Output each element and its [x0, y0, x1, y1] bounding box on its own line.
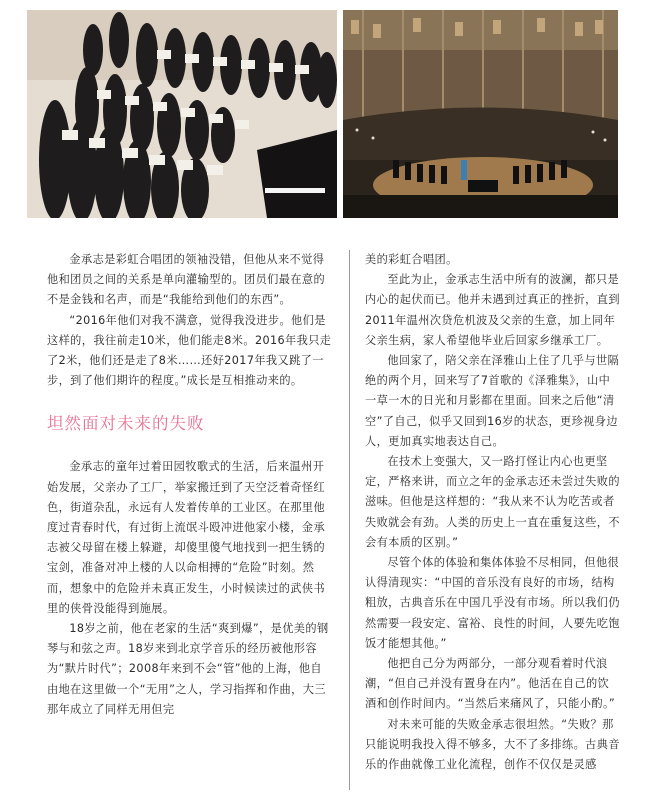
left-text-column: [47, 250, 332, 720]
body-paragraph: 对未来可能的失败金承志很坦然。“失败？那只能说明我投入得不够多，大不了多排练。古典音乐的作曲就像工业化流程，创作不仅仅是灵感: [365, 717, 620, 772]
body-paragraph: 尽管个体的体验和集体体验不尽相同，但他很认得清现实：“中国的音乐没有良好的市场，结构粗放，古典音乐在中国几乎没有市场。所以我们仍然需要一段安定、富裕、良性的时间，人要先吃饱饭才能想其他。”: [365, 556, 620, 650]
section-heading: 坦然面对未来的失败: [47, 414, 205, 434]
choir-performance-photo: [27, 10, 337, 218]
body-paragraph: 他把自己分为两部分，一部分观看着时代浪潮，“但自己并没有置身在内”。他活在自己的饮酒和创作时间内。“当然后来痛风了，只能小酌。”: [365, 657, 616, 711]
body-paragraph: 美的彩虹合唱团。: [365, 253, 458, 266]
concert-hall-photo: [343, 10, 618, 218]
body-paragraph: 18岁之前，他在老家的生活“爽到爆”，是优美的钢琴与和弦之声。18岁来到北京学音乐的经历被他形容为“默片时代”；2008年来到不会“管”他的上海，他自由地在这里做一个“无用”之人，学习指挥和作曲，大三那年成立了同样无用但完: [47, 622, 329, 716]
body-paragraph: “2016年他们对我不满意，觉得我没进步。他们是这样的，我往前走10米，他们能走8米。2016年我只走了2米，他们还是走了8米……还好2017年我又跳了一步，到了他们期许的程度。”成长是互相推动来的。: [47, 313, 332, 388]
body-paragraph: 至此为止，金承志生活中所有的波澜，都只是内心的起伏而已。他并未遇到过真正的挫折，直到2011年温州次贷危机波及父亲的生意，加上同年父亲生病，家人希望他毕业后回家乡继承工厂。: [365, 273, 620, 347]
column-divider: [349, 250, 350, 790]
body-paragraph: 他回家了，陪父亲在泽雅山上住了几乎与世隔绝的两个月，回来写了7首歌的《泽雅集》，山中一草一木的日光和月影都在里面。回来之后他“清空”了自己，似乎又回到16岁的状态，更珍视身边人，更加真实地表达自己。: [365, 354, 620, 448]
body-paragraph: 金承志是彩虹合唱团的领袖没错，但他从来不觉得他和团员之间的关系是单向灌输型的。团员们最在意的不是金钱和名声，而是“我能给到他们的东西”。: [47, 253, 326, 307]
right-text-column: [365, 250, 620, 775]
body-paragraph: 在技术上变强大，又一路打怪让内心也更坚定，严格来讲，而立之年的金承志还未尝过失败的滋味。但他是这样想的：“我从来不认为吃苦或者失败就会有劲。人类的历史上一直在重复这些，不会有本质的区别。”: [365, 455, 620, 549]
body-paragraph: 金承志的童年过着田园牧歌式的生活，后来温州开始发展，父亲办了工厂，举家搬迁到了天空泛着奇怪红色，街道杂乱，永远有人发着传单的工业区。在那里他度过青春时代，有过街上流氓斗殴冲进他家小楼，金承志被父母留在楼上躲避，却傻里傻气地找到一把生锈的宝剑，准备对冲上楼的人以命相搏的“危险”时刻。然而，想象中的危险并未真正发生，小时候读过的武侠书里的侠骨没能得到施展。: [47, 460, 326, 615]
